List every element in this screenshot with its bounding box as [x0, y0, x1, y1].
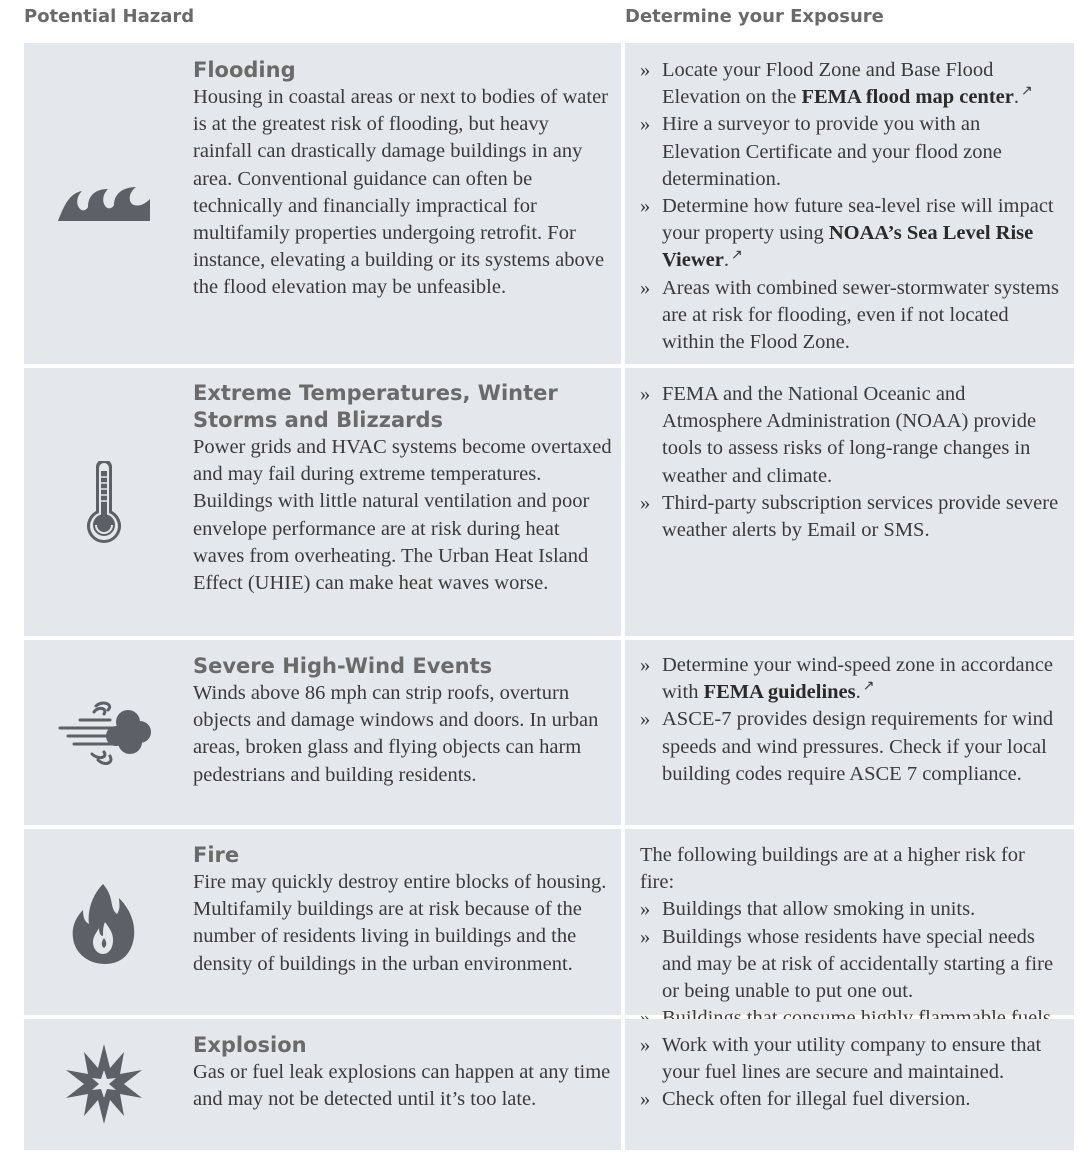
exposure-cell — [625, 43, 1074, 364]
exposure-cell — [625, 368, 1074, 636]
column-header-hazard: Potential Hazard — [24, 6, 195, 27]
fema-guidelines-link[interactable]: FEMA guidelines — [703, 681, 856, 704]
row-extreme-temperatures — [24, 368, 1074, 636]
hazard-description: Fire may quickly destroy entire blocks of housing. Multifamily buildings are at risk because of the number of residents living in buildings and the density of buildings in the urban environment. — [193, 871, 607, 975]
exposure-bullet: » Check often for illegal fuel diversion. — [640, 1086, 1060, 1113]
exposure-bullet: » ASCE-7 provides design requirements for wind speeds and wind pressures. Check if your local building codes require ASCE 7 compliance. — [640, 706, 1060, 788]
exposure-cell — [625, 829, 1074, 1015]
exposure-bullet: » Determine how future sea-level rise will impact your property using NOAA’s Sea Level Rise Viewer. ↗ — [640, 193, 1060, 275]
waves-icon — [54, 168, 154, 238]
thermometer-icon — [54, 458, 154, 548]
hazard-cell — [24, 1019, 621, 1150]
hazard-title: Fire — [193, 843, 240, 867]
hazard-cell — [24, 829, 621, 1015]
hazard-cell — [24, 640, 621, 825]
noaa-sea-level-rise-viewer-link[interactable]: NOAA’s Sea Level Rise Viewer — [662, 222, 1034, 272]
exposure-bullet: » Areas with combined sewer-stormwater systems are at risk for flooding, even if not located within the Flood Zone. — [640, 275, 1060, 357]
hazard-title: Flooding — [193, 58, 296, 82]
exposure-cell — [625, 1019, 1074, 1150]
exposure-cell — [625, 640, 1074, 825]
hazard-description: Power grids and HVAC systems become overtaxed and may fail during extreme temperatures. Buildings with little natural ventilation and poor envelope performance are at risk during heat waves from overheating. The Urban Heat Island Effect (UHIE) can make heat waves worse. — [193, 436, 612, 595]
exposure-bullet: » FEMA and the National Oceanic and Atmosphere Administration (NOAA) provide tools to assess risks of long-range changes in weather and climate. — [640, 381, 1060, 490]
exposure-lead: The following buildings are at a higher risk for fire: — [640, 844, 1025, 894]
row-explosion — [24, 1019, 1074, 1150]
fire-icon — [54, 881, 154, 967]
hazard-cell — [24, 43, 621, 364]
external-link-icon: ↗ — [730, 247, 743, 263]
exposure-bullet: » Hire a surveyor to provide you with an Elevation Certificate and your flood zone determination. — [640, 111, 1060, 193]
hazard-description: Housing in coastal areas or next to bodies of water is at the greatest risk of flooding, but heavy rainfall can drastically damage buildings in any area. Conventional guidance can often be technically and financially impractical for multifamily properties undergoing retrofit. For instance, elevating a building or its systems above the flood elevation may be unfeasible. — [193, 86, 609, 299]
exposure-bullet: » Work with your utility company to ensure that your fuel lines are secure and maintained. — [640, 1032, 1060, 1086]
hazard-description: Gas or fuel leak explosions can happen at any time and may not be detected until it’s too late. — [193, 1061, 611, 1111]
fema-flood-map-link[interactable]: FEMA flood map center — [801, 86, 1014, 109]
external-link-icon: ↗ — [1020, 84, 1033, 100]
explosion-icon — [54, 1039, 154, 1129]
external-link-icon: ↗ — [862, 679, 875, 695]
row-high-wind — [24, 640, 1074, 825]
hazard-title: Severe High-Wind Events — [193, 654, 493, 678]
exposure-bullet: » Buildings that allow smoking in units. — [640, 896, 1060, 923]
column-header-exposure: Determine your Exposure — [625, 6, 884, 27]
exposure-bullet: » Buildings whose residents have special needs and may be at risk of accidentally starting a fire or being unable to put one out. — [640, 924, 1060, 1006]
exposure-bullet: » Locate your Flood Zone and Base Flood Elevation on the FEMA flood map center. ↗ — [640, 57, 1060, 111]
wind-icon — [54, 695, 154, 771]
row-fire — [24, 829, 1074, 1015]
exposure-bullet: » Determine your wind-speed zone in accordance with FEMA guidelines. ↗ — [640, 652, 1060, 706]
hazard-title: Explosion — [193, 1033, 307, 1057]
hazard-cell — [24, 368, 621, 636]
exposure-bullet: » Third-party subscription services provide severe weather alerts by Email or SMS. — [640, 490, 1060, 544]
hazard-title: Extreme Temperatures, Winter Storms and Blizzards — [193, 381, 558, 432]
hazard-description: Winds above 86 mph can strip roofs, overturn objects and damage windows and doors. In urban areas, broken glass and flying objects can harm pedestrians and building residents. — [193, 682, 599, 786]
row-flooding — [24, 43, 1074, 364]
